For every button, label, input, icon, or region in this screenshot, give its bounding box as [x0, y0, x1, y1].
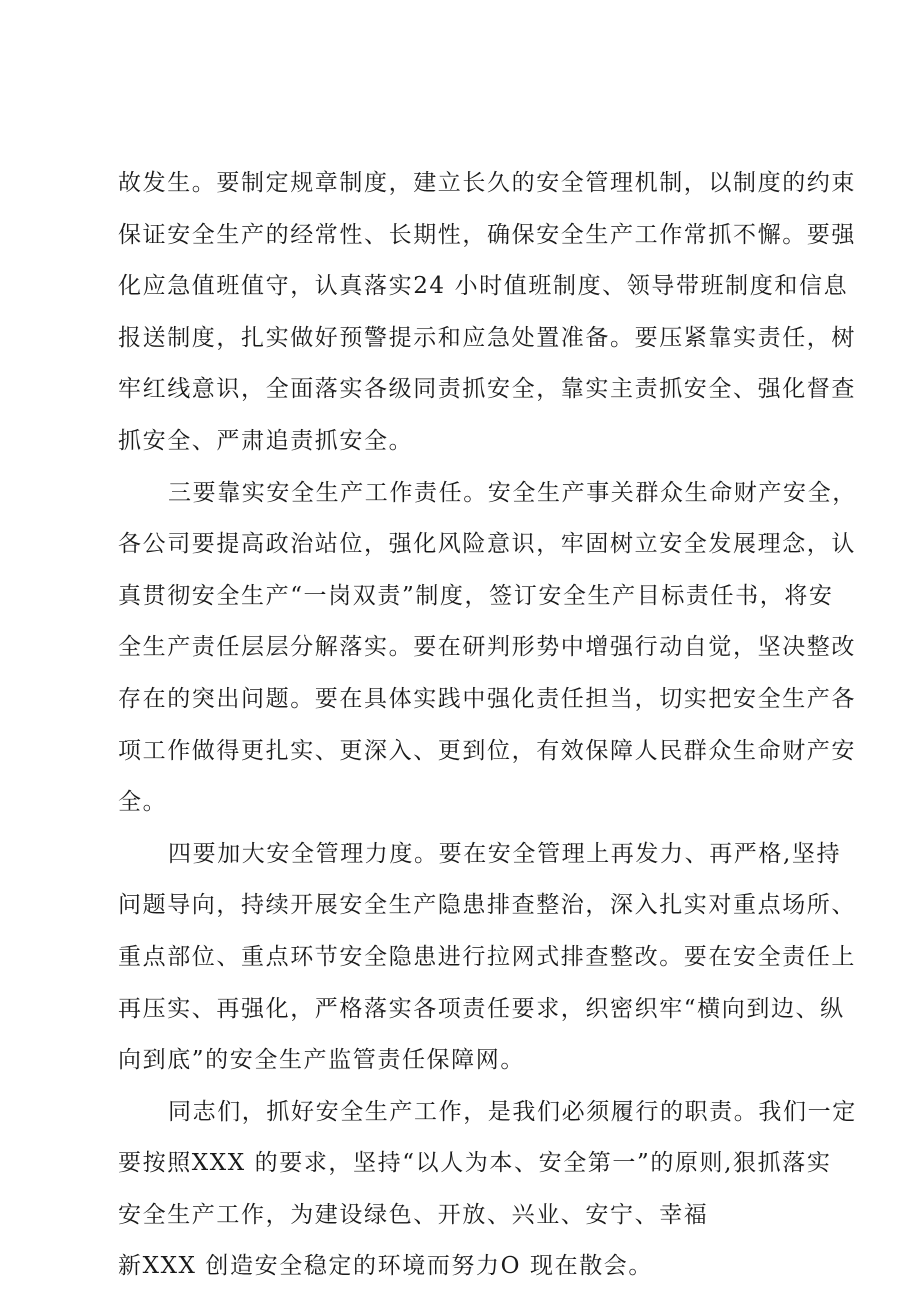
paragraph-first-line: 三要靠实安全生产工作责任。安全生产事关群众生命财产安全，	[168, 479, 857, 506]
text-line: 项工作做得更扎实、更深入、更到位，有效保障人民群众生命财产安	[118, 737, 856, 764]
text-line: 保证安全生产的经常性、长期性，确保安全生产工作常抓不懈。要强	[118, 221, 856, 248]
text-line: 安全生产工作，为建设绿色、开放、兴业、安宁、幸福	[118, 1201, 709, 1228]
text-line: 化应急值班值守，认真落实24 小时值班制度、领导带班制度和信息	[118, 273, 849, 300]
text-line: 真贯彻安全生产“一岗双责”制度，签订安全生产目标责任书，将安	[118, 582, 834, 609]
text-line: 新XXX 创造安全稳定的环境而努力O 现在散会。	[118, 1253, 653, 1280]
text-line: 要按照XXX 的要求，坚持“以人为本、安全第一”的原则,狠抓落实	[118, 1150, 832, 1177]
text-line: 牢红线意识，全面落实各级同责抓安全，靠实主责抓安全、强化督查	[118, 376, 856, 403]
text-line: 抓安全、严肃追责抓安全。	[118, 427, 414, 454]
text-line: 故发生。要制定规章制度，建立长久的安全管理机制，以制度的约束	[118, 170, 856, 196]
text-line: 向到底”的安全生产监管责任保障网。	[118, 1047, 525, 1074]
paragraph-first-line: 四要加大安全管理力度。要在安全管理上再发力、再严格,坚持	[168, 840, 842, 867]
text-line: 存在的突出问题。要在具体实践中强化责任担当，切实把安全生产各	[118, 685, 856, 712]
text-line: 问题导向，持续开展安全生产隐患排查整治，深入扎实对重点场所、	[118, 892, 856, 919]
text-line: 重点部位、重点环节安全隐患进行拉网式排查整改。要在安全责任上	[118, 943, 856, 970]
text-line: 报送制度，扎实做好预警提示和应急处置准备。要压紧靠实责任，树	[118, 324, 856, 351]
document-body	[118, 158, 857, 1293]
text-line: 全生产责任层层分解落实。要在研判形势中增强行动自觉，坚决整改	[118, 634, 856, 661]
text-line: 全。	[118, 789, 168, 816]
paragraph-first-line: 同志们，抓好安全生产工作，是我们必须履行的职责。我们一定	[168, 1098, 857, 1125]
text-line: 各公司要提高政治站位，强化风险意识，牢固树立安全发展理念，认	[118, 531, 856, 558]
text-line: 再压实、再强化，严格落实各项责任要求，织密织牢“横向到边、纵	[118, 995, 845, 1022]
